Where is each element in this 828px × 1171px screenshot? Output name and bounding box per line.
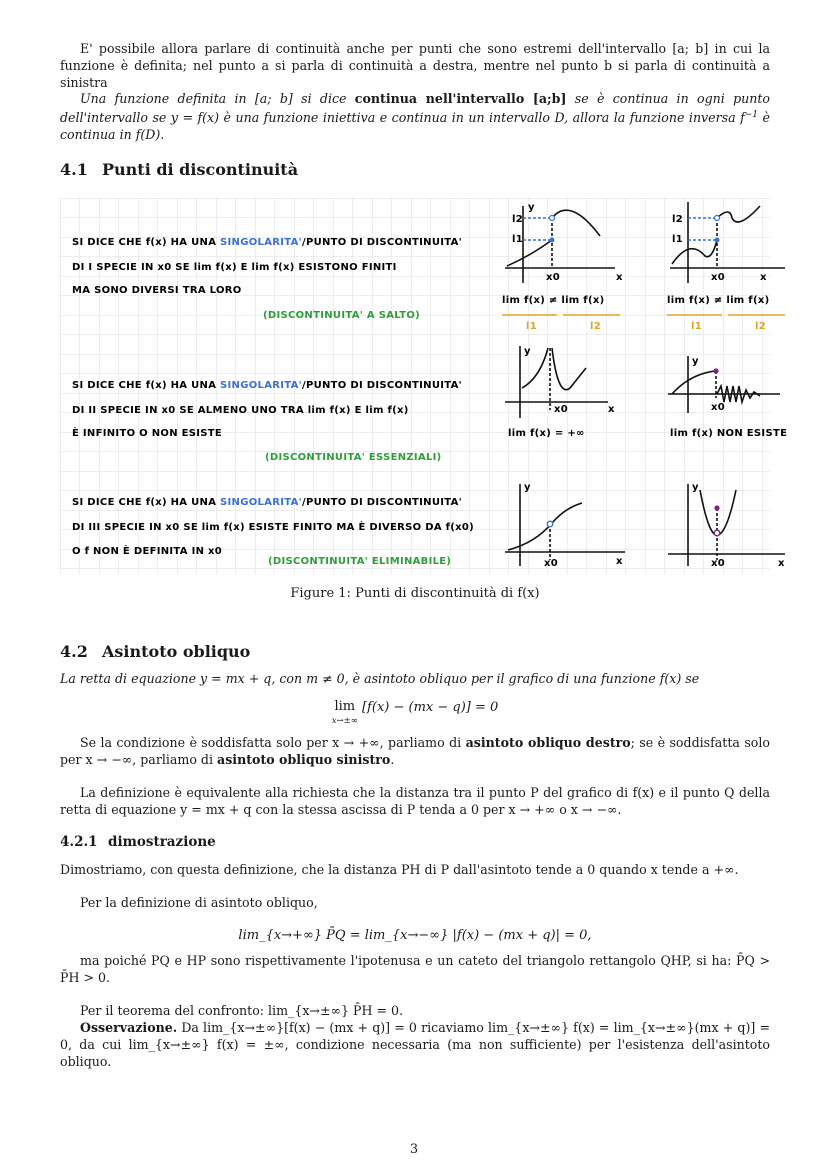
intro-p2-bold: continua nell'intervallo [a;b] [354, 91, 567, 106]
section-number: 4.2 [60, 642, 88, 661]
subsection-title: dimostrazione [108, 834, 216, 850]
section-title: Asintoto obliquo [102, 642, 251, 661]
section-title: Punti di discontinuità [102, 160, 299, 179]
row2-line1: SI DICE CHE f(x) HA UNA SINGOLARITA'/PUNTO DI DISCONTINUITA' [72, 380, 463, 391]
bracket-l2: l2 [755, 321, 766, 332]
axis-y-label: y [524, 346, 531, 357]
row3-line1: SI DICE CHE f(x) HA UNA SINGOLARITA'/PUNTO DI DISCONTINUITA' [72, 497, 463, 508]
section-heading-4-1 [60, 160, 298, 179]
asymptote-paragraph-2: La definizione è equivalente alla richiesta che la distanza tra il punto P del grafico di f(x) e il punto Q della retta di equazione y = mx + q con la stessa ascissa di P tenda a 0 per x → +∞ o x → −∞. [60, 785, 770, 817]
limit-equation [60, 700, 770, 728]
defined-point [714, 505, 719, 510]
demo-paragraph-2: Per la definizione di asintoto obliquo, [80, 895, 318, 910]
discontinuity-figure [60, 198, 788, 574]
p1-e: . [390, 752, 395, 767]
label-l1: l1 [512, 234, 523, 245]
lim-expression: [f(x) − (mx − q)] = 0 [361, 700, 499, 715]
section-number: 4.1 [60, 160, 88, 179]
axis-y-label: y [528, 202, 535, 213]
intro-paragraph-2 [60, 90, 770, 143]
intro-p2-a: Una funzione definita in [a; b] si dice [80, 91, 355, 106]
row2-formula-left: lim f(x) = +∞ [508, 428, 585, 439]
lim-word: lim [334, 699, 356, 714]
row3-line2: DI III SPECIE IN x0 SE lim f(x) ESISTE FINITO MA È DIVERSO DA f(x0) [72, 522, 475, 533]
figure-caption: Figure 1: Punti di discontinuità di f(x) [290, 586, 540, 601]
demo-equation: lim_{x→+∞} P̄Q = lim_{x→−∞} |f(x) − (mx + q)| = 0, [238, 928, 592, 943]
hole [547, 521, 553, 527]
row2-line2: DI II SPECIE IN x0 SE ALMENO UNO TRA lim f(x) E lim f(x) [72, 405, 409, 416]
demo-paragraph-4: Per il teorema del confronto: lim_{x→±∞} P̄H = 0. [80, 1003, 404, 1018]
asymptote-paragraph-1 [60, 734, 770, 768]
observation-paragraph [60, 1019, 770, 1070]
point-l2 [550, 216, 555, 221]
label-x0: x0 [711, 272, 726, 283]
asymptote-definition: La retta di equazione y = mx + q, con m ≠ 0, è asintoto obliquo per il grafico di una funzione f(x) se [60, 671, 700, 686]
row2-formula-right: lim f(x) NON ESISTE [670, 428, 788, 439]
observation-label: Osservazione. [80, 1020, 178, 1035]
row1-line3: MA SONO DIVERSI TRA LORO [72, 285, 242, 296]
subsection-number: 4.2.1 [60, 834, 98, 850]
axis-y-label: y [692, 356, 699, 367]
intro-p2-d: è continua in f(D). [60, 110, 770, 143]
row3-tag: (DISCONTINUITA' ELIMINABILE) [268, 556, 452, 567]
intro-p2-sup: −1 [744, 110, 759, 120]
axis-x-label: x [608, 404, 615, 415]
demo-paragraph-3: ma poiché PQ e HP sono rispettivamente l'ipotenusa e un cateto del triangolo rettangolo QHP, si ha: P̄Q > P̄H > 0. [60, 953, 770, 985]
demo-paragraph-1: Dimostriamo, con questa definizione, che la distanza PH di P dall'asintoto tende a 0 quando x tende a +∞. [60, 862, 739, 877]
p1-a: Se la condizione è soddisfatta solo per x → +∞, parliamo di [80, 735, 466, 750]
label-l2: l2 [512, 214, 523, 225]
p1-c: ; se è soddisfatta solo per x → −∞, parliamo di [60, 735, 770, 767]
label-x0: x0 [554, 404, 569, 415]
subsection-heading-4-2-1 [60, 834, 216, 850]
row1-tag: (DISCONTINUITA' A SALTO) [263, 310, 421, 321]
p1-bold-left: asintoto obliquo sinistro [217, 752, 391, 767]
bracket-l1: l1 [526, 321, 537, 332]
intro-p2-c: se è continua in ogni punto dell'intervallo se y = f(x) è una funzione iniettiva e continua in un intervallo D, allora la funzione inversa f [60, 91, 771, 126]
point [713, 368, 718, 373]
page-number: 3 [409, 1142, 419, 1157]
point-l2 [715, 216, 720, 221]
row-3-text [72, 497, 474, 567]
label-x0: x0 [711, 558, 726, 569]
axis-y-label: y [524, 482, 531, 493]
p1-bold-right: asintoto obliquo destro [465, 735, 631, 750]
axis-x-label: x [616, 556, 623, 567]
intro-paragraph-1: E' possibile allora parlare di continuità anche per punti che sono estremi dell'intervallo [a; b] in cui la funzione è definita; nel punto a si parla di continuità a destra, mentre nel punto b si parla di continuità a sinistra [60, 41, 770, 90]
row1-line2: DI I SPECIE IN x0 SE lim f(x) E lim f(x) ESISTONO FINITI [72, 262, 397, 273]
row2-tag: (DISCONTINUITA' ESSENZIALI) [265, 452, 442, 463]
axis-x-label: x [760, 272, 767, 283]
label-l2: l2 [672, 214, 683, 225]
lim-subscript: x→±∞ [331, 716, 358, 726]
point-l1 [550, 238, 555, 243]
bracket-l2: l2 [590, 321, 601, 332]
row2-line3: È INFINITO O NON ESISTE [72, 428, 223, 439]
hole [714, 530, 720, 536]
label-x0: x0 [546, 272, 561, 283]
row1-formula-left: lim f(x) ≠ lim f(x) [502, 295, 605, 306]
axis-y-label: y [692, 482, 699, 493]
row3-line3: O f NON È DEFINITA IN x0 [72, 546, 223, 557]
section-heading-4-2 [60, 642, 250, 661]
label-x0: x0 [544, 558, 559, 569]
bracket-l1: l1 [691, 321, 702, 332]
row1-formula-right: lim f(x) ≠ lim f(x) [667, 295, 770, 306]
label-l1: l1 [672, 234, 683, 245]
observation-text: Da lim_{x→±∞}[f(x) − (mx + q)] = 0 ricaviamo lim_{x→±∞} f(x) = lim_{x→±∞}(mx + q)] = 0, da cui lim_{x→±∞} f(x) = ±∞, condizione necessaria (ma non sufficiente) per l'esistenza dell'asintoto obliquo. [60, 1020, 770, 1069]
axis-x-label: x [616, 272, 623, 283]
point-l1 [715, 238, 720, 243]
axis-x-label: x [778, 558, 785, 569]
row1-line1: SI DICE CHE f(x) HA UNA SINGOLARITA'/PUNTO DI DISCONTINUITA' [72, 237, 463, 248]
label-x0: x0 [711, 402, 726, 413]
